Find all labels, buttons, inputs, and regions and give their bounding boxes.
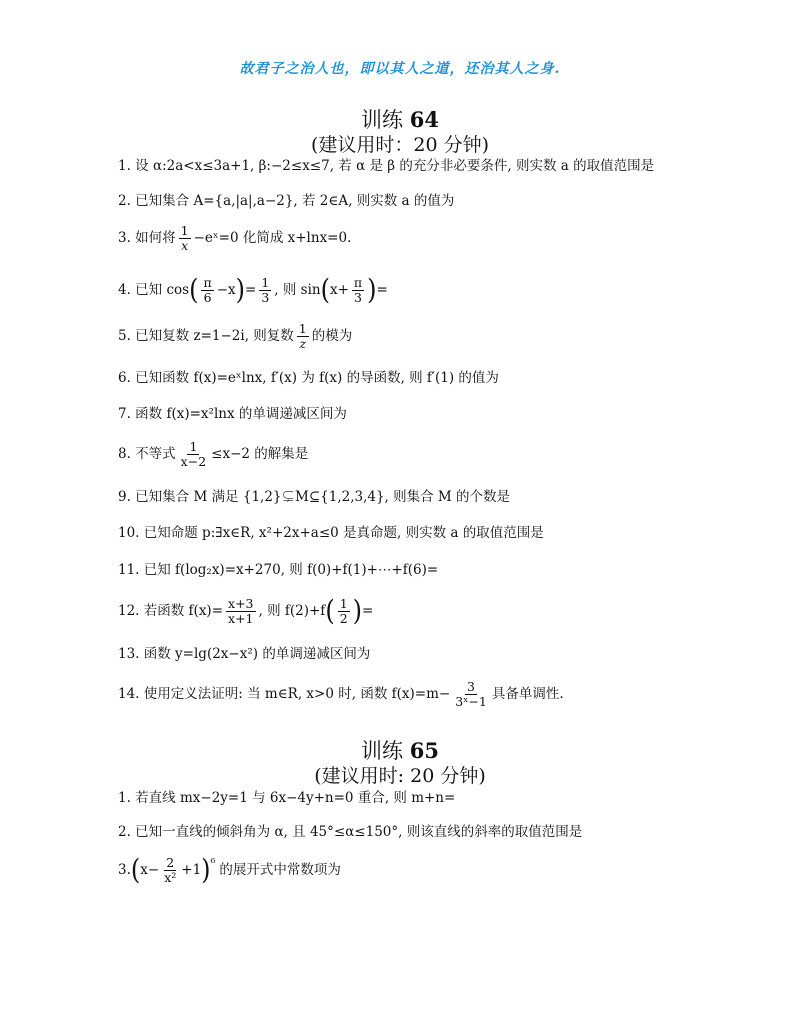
section-64-title: 训练 64 xyxy=(361,107,439,132)
fraction: $\frac{1}{z}$ xyxy=(298,321,307,351)
exercise-3: 3. ( x− $\frac{2}{\text{x²}}$ +1 ) ⁶ 的展开式中常数项为 xyxy=(118,854,341,887)
left-paren: ( xyxy=(320,274,330,307)
question-2: 2. 已知集合 A={a,|a|,a−2}, 若 2∈A, 则实数 a 的值为 xyxy=(118,193,455,209)
question-13: 13. 函数 y=lg(2x−x²) 的单调递减区间为 xyxy=(118,646,371,662)
question-11: 11. 已知 f(log₂x)=x+270, 则 f(0)+f(1)+⋯+f(6)= xyxy=(118,562,439,578)
section-64-subtitle: (建议用时：20 分钟) xyxy=(310,134,490,156)
motto: 故君子之治人也，即以其人之道，还治其人之身. xyxy=(239,61,561,77)
fraction: $\frac{x+3}{x+1}$ xyxy=(228,596,254,626)
question-8: 8. 不等式 $\frac{1}{x-2}$ ≤x−2 的解集是 xyxy=(118,439,309,469)
section-65-subtitle: (建议用时: 20 分钟) xyxy=(314,765,486,787)
right-paren: ) xyxy=(235,274,245,307)
question-9: 9. 已知集合 M 满足 {1,2}⊊M⊆{1,2,3,4}, 则集合 M 的个数是 xyxy=(118,489,511,505)
question-4: 4. 已知 cos ( $\frac{\pi}{6}$ −x ) = $\frac{1}{3}$ , 则 sin ( x+ $\frac{\pi}{3}$ ) = xyxy=(118,274,388,307)
question-1: 1. 设 α:2a<x≤3a+1, β:−2≤x≤7, 若 α 是 β 的充分非必要条件, 则实数 a 的取值范围是 xyxy=(118,158,655,174)
fraction: $\frac{\pi}{3}$ xyxy=(353,275,363,305)
left-paren: ( xyxy=(189,274,199,307)
fraction: $\frac{1}{2}$ xyxy=(339,596,348,626)
section-65-title: 训练 65 xyxy=(361,738,439,763)
fraction: $\frac{1}{3}$ xyxy=(261,275,270,305)
exercise-2: 2. 已知一直线的倾斜角为 α, 且 45°≤α≤150°, 则该直线的斜率的取值范围是 xyxy=(118,824,583,840)
fraction: $\frac{2}{\text{x²}}$ xyxy=(164,855,177,885)
right-paren: ) xyxy=(352,595,363,628)
question-14: 14. 使用定义法证明: 当 m∈R, x>0 时, 函数 f(x)=m− $\frac{3}{\text{3ˣ−1}}$ 具备单调性. xyxy=(118,679,564,709)
question-5: 5. 已知复数 z=1−2i, 则复数 $\frac{1}{z}$ 的模为 xyxy=(118,321,353,351)
fraction: $\frac{\pi}{6}$ xyxy=(203,275,212,305)
right-paren: ) xyxy=(201,854,211,887)
fraction: $\frac{3}{\text{3ˣ−1}}$ xyxy=(455,679,487,709)
left-paren: ( xyxy=(130,854,141,887)
left-paren: ( xyxy=(325,595,335,628)
fraction: $\frac{1}{x}$ xyxy=(180,223,189,253)
fraction: $\frac{1}{x-2}$ xyxy=(180,439,207,469)
exercise-1: 1. 若直线 mx−2y=1 与 6x−4y+n=0 重合, 则 m+n= xyxy=(118,790,456,806)
question-3: 3. 如何将 $\frac{1}{x}$ −eˣ=0 化简成 x+lnx=0. xyxy=(118,223,352,253)
question-7: 7. 函数 f(x)=x²lnx 的单调递减区间为 xyxy=(118,406,347,422)
right-paren: ) xyxy=(367,274,377,307)
question-12: 12. 若函数 f(x)= $\frac{x+3}{x+1}$ , 则 f(2)+f ( $\frac{1}{2}$ ) = xyxy=(118,595,374,628)
question-10: 10. 已知命题 p:∃x∈R, x²+2x+a≤0 是真命题, 则实数 a 的取值范围是 xyxy=(118,525,544,541)
question-6: 6. 已知函数 f(x)=eˣlnx, f′(x) 为 f(x) 的导函数, 则 f′(1) 的值为 xyxy=(118,370,499,386)
